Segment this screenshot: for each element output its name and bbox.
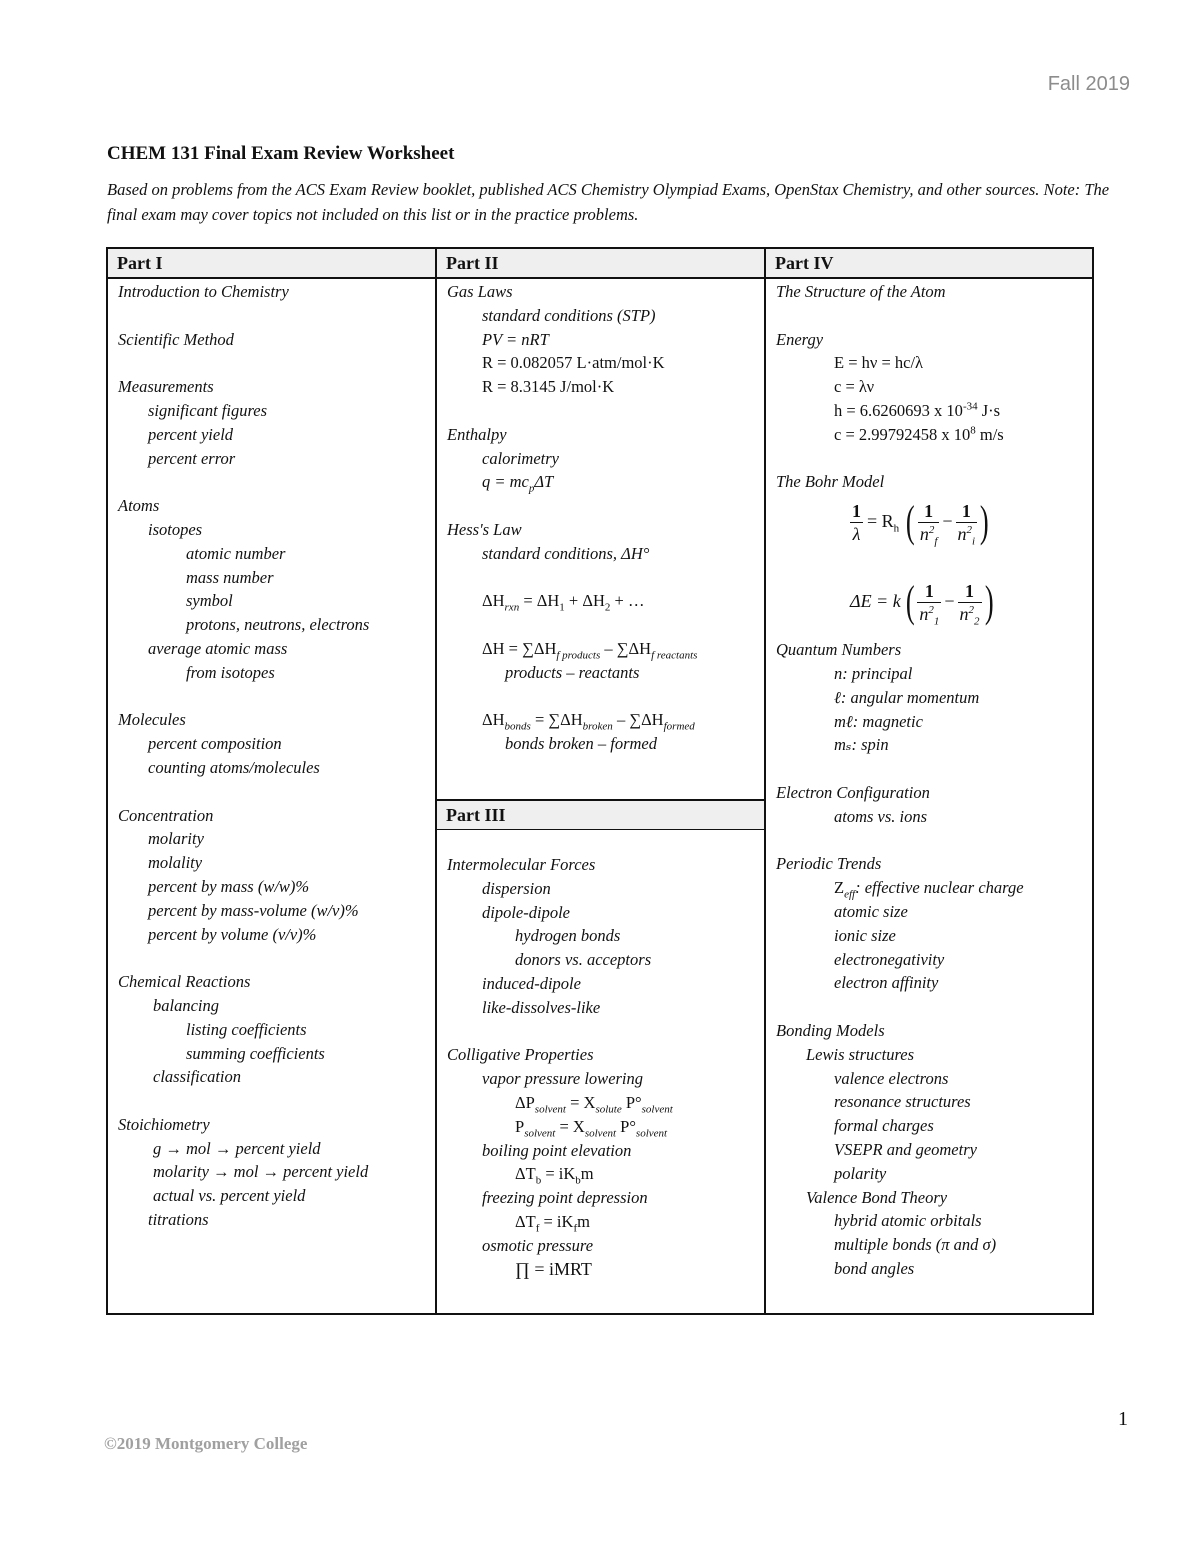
- list-item: osmotic pressure: [482, 1235, 594, 1255]
- equation: PV = nRT: [482, 329, 549, 349]
- topic-heading: Introduction to Chemistry: [118, 282, 289, 301]
- equation: h = 6.6260693 x $10^{-34}$ J·s: [834, 400, 1001, 420]
- equation: R = 0.082057 L·atm/mol·K: [482, 353, 665, 373]
- equation: $\Delta H_{bonds} = \sum\Delta H_{broken} - \sum\Delta H_{formed}$: [482, 710, 695, 733]
- list-item: like-dissolves-like: [482, 997, 601, 1017]
- list-item: from isotopes: [186, 662, 275, 682]
- list-item: counting atoms/molecules: [148, 757, 320, 777]
- topics-table: [106, 247, 1094, 1315]
- topic-heading: Periodic Trends: [776, 854, 882, 874]
- topic-heading: Intermolecular Forces: [447, 855, 596, 874]
- list-item: average atomic mass: [148, 638, 288, 658]
- topic-heading: The Structure of the Atom: [776, 282, 946, 301]
- topic-heading: Atoms: [118, 496, 160, 516]
- part4-header: Part IV: [766, 249, 1092, 277]
- list-item: percent error: [148, 448, 236, 468]
- list-item: hydrogen bonds: [515, 926, 621, 946]
- list-item: actual vs. percent yield: [153, 1186, 306, 1206]
- list-item: isotopes: [148, 519, 203, 539]
- list-item: classification: [153, 1067, 241, 1087]
- list-item: mₛ: spin: [834, 735, 889, 755]
- column-divider: [435, 249, 437, 1313]
- part1-header: Part I: [108, 249, 435, 277]
- list-item: molarity → mol → percent yield: [153, 1162, 369, 1182]
- topic-heading: Gas Laws: [447, 282, 513, 301]
- list-item: vapor pressure lowering: [482, 1069, 644, 1089]
- list-item: atoms vs. ions: [834, 806, 928, 826]
- list-item: percent yield: [148, 424, 234, 444]
- list-item: balancing: [153, 995, 219, 1015]
- list-item: ionic size: [834, 925, 896, 945]
- list-item: protons, neutrons, electrons: [186, 615, 370, 635]
- equation: c = λν: [834, 377, 875, 397]
- part2-column: [447, 280, 697, 756]
- part3-column: [447, 853, 673, 1281]
- topic-heading: Stoichiometry: [118, 1114, 210, 1134]
- list-item: summing coefficients: [186, 1043, 325, 1063]
- topic-heading: Molecules: [118, 710, 186, 730]
- list-item: percent by mass (w/w)%: [148, 876, 310, 896]
- page-number: 1: [1118, 1408, 1128, 1430]
- list-item: percent composition: [148, 734, 282, 754]
- list-item: electronegativity: [834, 949, 945, 969]
- intro-text: Based on problems from the ACS Exam Review booklet, published ACS Chemistry Olympiad Exams, OpenStax Chemistry, and other sources. Note: The final exam may cover topics not included on this list or in the practice problems.: [107, 180, 1110, 224]
- topic-heading: Quantum Numbers: [776, 640, 902, 660]
- part4-column: [776, 280, 1024, 1281]
- equation: c = 2.99792458 x $10^8$ m/s: [834, 424, 1004, 444]
- list-item: atomic number: [186, 543, 286, 563]
- list-item: freezing point depression: [482, 1188, 648, 1208]
- list-item: symbol: [186, 591, 233, 611]
- topic-heading: Chemical Reactions: [118, 972, 251, 992]
- topic-heading: Concentration: [118, 805, 214, 825]
- list-item: n: principal: [834, 663, 913, 683]
- part2-header: Part II: [437, 249, 764, 277]
- equation: $P_{solvent} = X_{solvent}$ $P^\circ_{solvent}$: [515, 1116, 668, 1140]
- list-item: significant figures: [148, 400, 268, 420]
- list-item: ℓ: angular momentum: [834, 687, 980, 707]
- list-item: calorimetry: [482, 448, 559, 468]
- page-title: CHEM 131 Final Exam Review Worksheet: [107, 143, 455, 164]
- equation: $\Delta T_f = iK_fm$: [515, 1211, 590, 1235]
- equation: $\Delta H = \sum\Delta H_{f products} - \sum\Delta H_{f reactants}$: [482, 638, 698, 662]
- list-item: Lewis structures: [806, 1044, 915, 1064]
- list-item: percent by volume (v/v)%: [148, 924, 317, 944]
- topic-heading: Energy: [776, 329, 824, 349]
- list-item: mℓ: magnetic: [834, 711, 923, 731]
- list-item: resonance structures: [834, 1092, 971, 1112]
- list-item: atomic size: [834, 901, 908, 921]
- equation: $\Delta H_{rxn} = \Delta H_1 + \Delta H_2$ + …: [482, 591, 645, 614]
- list-item: hybrid atomic orbitals: [834, 1211, 982, 1231]
- list-item: molarity: [148, 829, 204, 849]
- list-item: electron affinity: [834, 973, 939, 993]
- energy-equation: ΔE = k ( $\frac{1}{n^2_1}$ − $\frac{1}{n^2_2}$ ): [850, 577, 994, 628]
- topic-heading: Enthalpy: [447, 424, 507, 444]
- list-item: bonds broken – formed: [505, 734, 657, 754]
- topic-heading: Bonding Models: [776, 1020, 885, 1040]
- equation: $\Delta T_b = iK_bm$: [515, 1164, 594, 1187]
- list-item: g → mol → percent yield: [153, 1138, 321, 1158]
- list-item: standard conditions, ΔH°: [482, 543, 650, 563]
- topic-heading: Electron Configuration: [776, 782, 930, 802]
- list-item: $Z_{eff}$: effective nuclear charge: [834, 878, 1024, 901]
- list-item: mass number: [186, 567, 274, 587]
- topic-heading: Scientific Method: [118, 329, 234, 349]
- list-item: standard conditions (STP): [482, 305, 656, 325]
- list-item: titrations: [148, 1210, 209, 1230]
- list-item: Valence Bond Theory: [806, 1187, 948, 1207]
- list-item: listing coefficients: [186, 1019, 307, 1039]
- rydberg-equation: $\frac{1}{\lambda}$ = $R_h$ ( $\frac{1}{n^2_f}$ − $\frac{1}{n^2_i}$ ): [852, 497, 989, 548]
- list-item: dipole-dipole: [482, 902, 570, 922]
- equation: E = hν = hc/λ: [834, 353, 924, 373]
- header-divider: [108, 277, 1092, 279]
- list-item: valence electrons: [834, 1068, 949, 1088]
- list-item: formal charges: [834, 1116, 934, 1136]
- equation: R = 8.3145 J/mol·K: [482, 377, 615, 397]
- list-item: polarity: [834, 1163, 887, 1183]
- list-item: VSEPR and geometry: [834, 1139, 977, 1159]
- list-item: molality: [148, 853, 203, 873]
- equation: ∏ = iMRT: [515, 1258, 592, 1279]
- list-item: boiling point elevation: [482, 1140, 632, 1160]
- topic-heading: The Bohr Model: [776, 472, 885, 492]
- list-item: percent by mass-volume (w/v)%: [148, 900, 359, 920]
- topic-heading: Hess's Law: [447, 519, 522, 539]
- copyright: ©2019 Montgomery College: [104, 1434, 308, 1453]
- list-item: dispersion: [482, 878, 551, 898]
- equation: $q = mc_p\Delta T$: [482, 472, 554, 495]
- topic-heading: Measurements: [118, 377, 214, 397]
- part3-header: Part III: [437, 801, 764, 829]
- part1-column: [118, 280, 369, 1232]
- equation: $\Delta P_{solvent} = X_{solute}$ $P^\circ_{solvent}$: [515, 1092, 673, 1116]
- header-term: Fall 2019: [1047, 73, 1130, 95]
- list-item: donors vs. acceptors: [515, 950, 652, 970]
- column-divider: [764, 249, 766, 1313]
- list-item: induced-dipole: [482, 973, 581, 993]
- topic-heading: Colligative Properties: [447, 1045, 594, 1065]
- list-item: bond angles: [834, 1258, 915, 1278]
- list-item: multiple bonds (π and σ): [834, 1235, 997, 1255]
- list-item: products – reactants: [505, 662, 640, 682]
